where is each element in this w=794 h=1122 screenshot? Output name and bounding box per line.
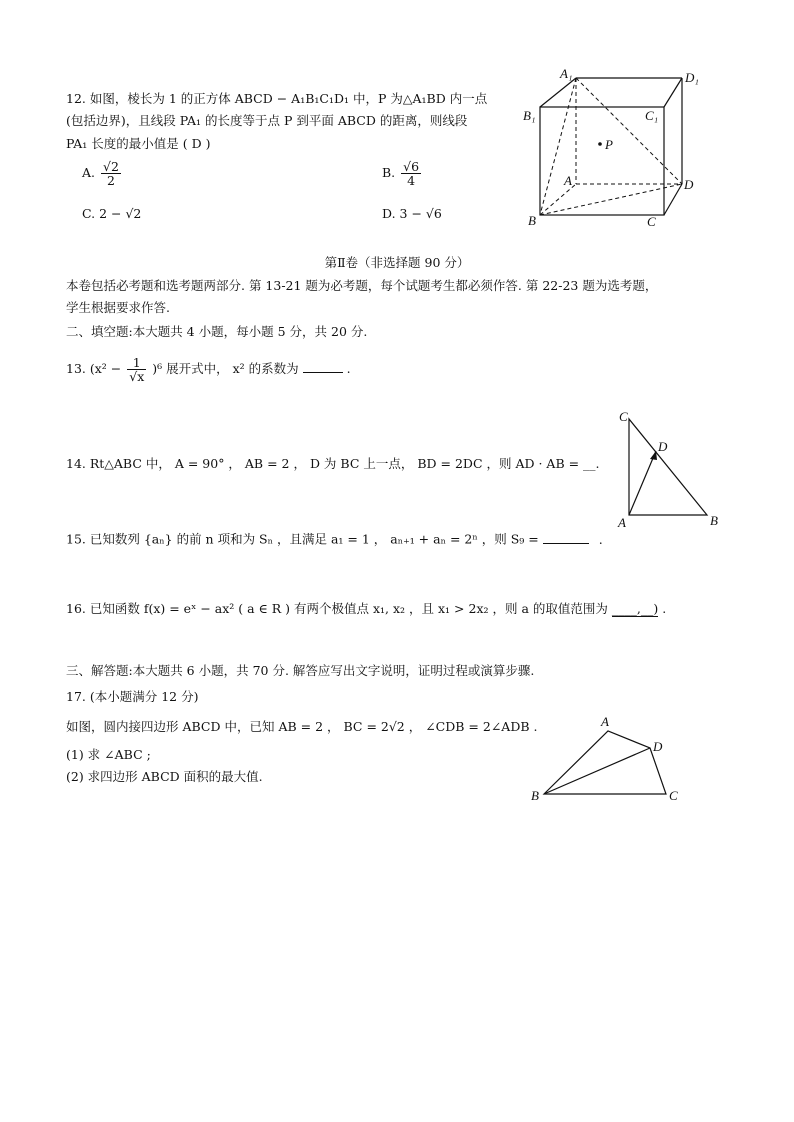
section2-intro1: 本卷包括必考题和选考题两部分. 第 13-21 题为必考题，每个试题考生都必须作答. 第 22-23 题为选考题， xyxy=(66,278,658,293)
q15 xyxy=(66,530,603,549)
cube-edge-cd xyxy=(664,184,682,215)
q16 xyxy=(66,600,666,618)
q16-end: . xyxy=(662,601,667,616)
q13-end: . xyxy=(346,361,351,377)
triangle-edge-bd xyxy=(540,184,682,215)
q12-option-c: C. 2 − √2 xyxy=(82,206,142,221)
quad-label-a: A xyxy=(601,714,609,729)
q12-option-b xyxy=(382,160,423,187)
triangle-abc xyxy=(629,419,707,515)
option-a-denominator: 2 xyxy=(106,173,115,189)
q13-prefix: 13. (x² − xyxy=(66,361,122,377)
q12-option-a xyxy=(82,160,123,187)
quad-label-b: B xyxy=(531,788,539,803)
q15-answer-blank[interactable] xyxy=(543,530,589,544)
vector-ad xyxy=(629,451,656,515)
q13-suffix: )⁶ 展开式中， x² 的系数为 xyxy=(152,361,299,377)
option-b-fraction xyxy=(401,160,421,187)
q16-text: 16. 已知函数 f(x) = eˣ − ax² ( a ∈ R ) 有两个极值点 x₁, x₂ ，且 x₁ > 2x₂ ，则 a 的取值范围为 xyxy=(66,601,608,616)
fill-section-header: 二、填空题:本大题共 4 小题，每小题 5 分，共 20 分. xyxy=(66,324,368,339)
q12-line2: (包括边界)，且线段 PA₁ 的长度等于点 P 到平面 ABCD 的距离，则线段 xyxy=(66,113,468,128)
label-b1: B₁ xyxy=(523,108,536,123)
q16-answer-blank[interactable]: ____,__) xyxy=(611,601,659,616)
triangle-edge-a1b xyxy=(540,78,576,215)
option-a-label: A. xyxy=(82,165,96,181)
q15-text: 15. 已知数列 {aₙ} 的前 n 项和为 Sₙ ，且满足 a₁ = 1 ， aₙ₊₁ + aₙ = 2ⁿ ，则 S₉ = xyxy=(66,531,539,547)
q12-line3: PA₁ 长度的最小值是 ( D ) xyxy=(66,136,211,151)
tri-label-c: C xyxy=(619,409,628,424)
q12-option-d: D. 3 − √6 xyxy=(382,206,442,221)
label-d: D xyxy=(684,177,694,192)
label-c: C xyxy=(647,214,656,229)
q17-part1: (1) 求 ∠ABC ; xyxy=(66,747,151,762)
cube-figure xyxy=(520,62,710,232)
q13-frac-den: √x xyxy=(129,369,145,385)
option-b-denominator: 4 xyxy=(407,173,416,189)
triangle-abc-figure xyxy=(612,405,727,533)
q13-fraction xyxy=(127,356,146,383)
section2-intro2: 学生根据要求作答. xyxy=(66,300,170,315)
label-a1: A₁ xyxy=(560,66,573,81)
vector-ad-arrowhead xyxy=(650,451,657,460)
cube-edge-b1a1 xyxy=(540,78,576,107)
label-c1: C₁ xyxy=(645,108,659,123)
q17-body: 如图，圆内接四边形 ABCD 中，已知 AB = 2 ， BC = 2√2 ， ∠CDB = 2∠ADB . xyxy=(66,719,538,734)
label-p: P xyxy=(605,137,613,152)
cube-hidden-ba xyxy=(540,184,576,215)
q13-frac-num: 1 xyxy=(127,356,146,370)
tri-label-b: B xyxy=(710,513,718,528)
q15-end: . xyxy=(598,531,603,547)
label-d1: D₁ xyxy=(685,70,699,85)
quad-label-d: D xyxy=(653,739,663,754)
option-b-numerator: √6 xyxy=(403,159,420,174)
quadrilateral-abcd xyxy=(544,731,666,794)
q13-answer-blank[interactable] xyxy=(303,360,343,374)
triangle-edge-a1d xyxy=(576,78,682,184)
label-b: B xyxy=(528,213,536,228)
q13 xyxy=(66,356,351,383)
quad-label-c: C xyxy=(669,788,678,803)
option-a-numerator: √2 xyxy=(103,159,119,174)
point-p xyxy=(598,142,602,146)
section2-title: 第Ⅱ卷（非选择题 90 分） xyxy=(324,255,470,270)
quadrilateral-abcd-figure xyxy=(526,710,696,805)
q14: 14. Rt△ABC 中， A = 90° ， AB = 2 ， D 为 BC 上一点， BD = 2DC ，则 AD · AB = __. xyxy=(66,456,600,471)
tri-label-a: A xyxy=(618,515,626,530)
label-a: A xyxy=(564,173,572,188)
diagonal-bd xyxy=(544,748,650,794)
option-b-label: B. xyxy=(382,165,396,181)
option-a-fraction xyxy=(101,160,121,187)
q12-line1: 12. 如图，棱长为 1 的正方体 ABCD − A₁B₁C₁D₁ 中，P 为△A₁BD 内一点 xyxy=(66,91,488,106)
cube-edge-c1d1 xyxy=(664,78,682,107)
q17-part2: (2) 求四边形 ABCD 面积的最大值. xyxy=(66,769,263,784)
section3-header: 三、解答题:本大题共 6 小题，共 70 分. 解答应写出文字说明，证明过程或演算步骤. xyxy=(66,663,535,678)
tri-label-d: D xyxy=(658,439,668,454)
q17-title: 17. (本小题满分 12 分) xyxy=(66,689,199,704)
